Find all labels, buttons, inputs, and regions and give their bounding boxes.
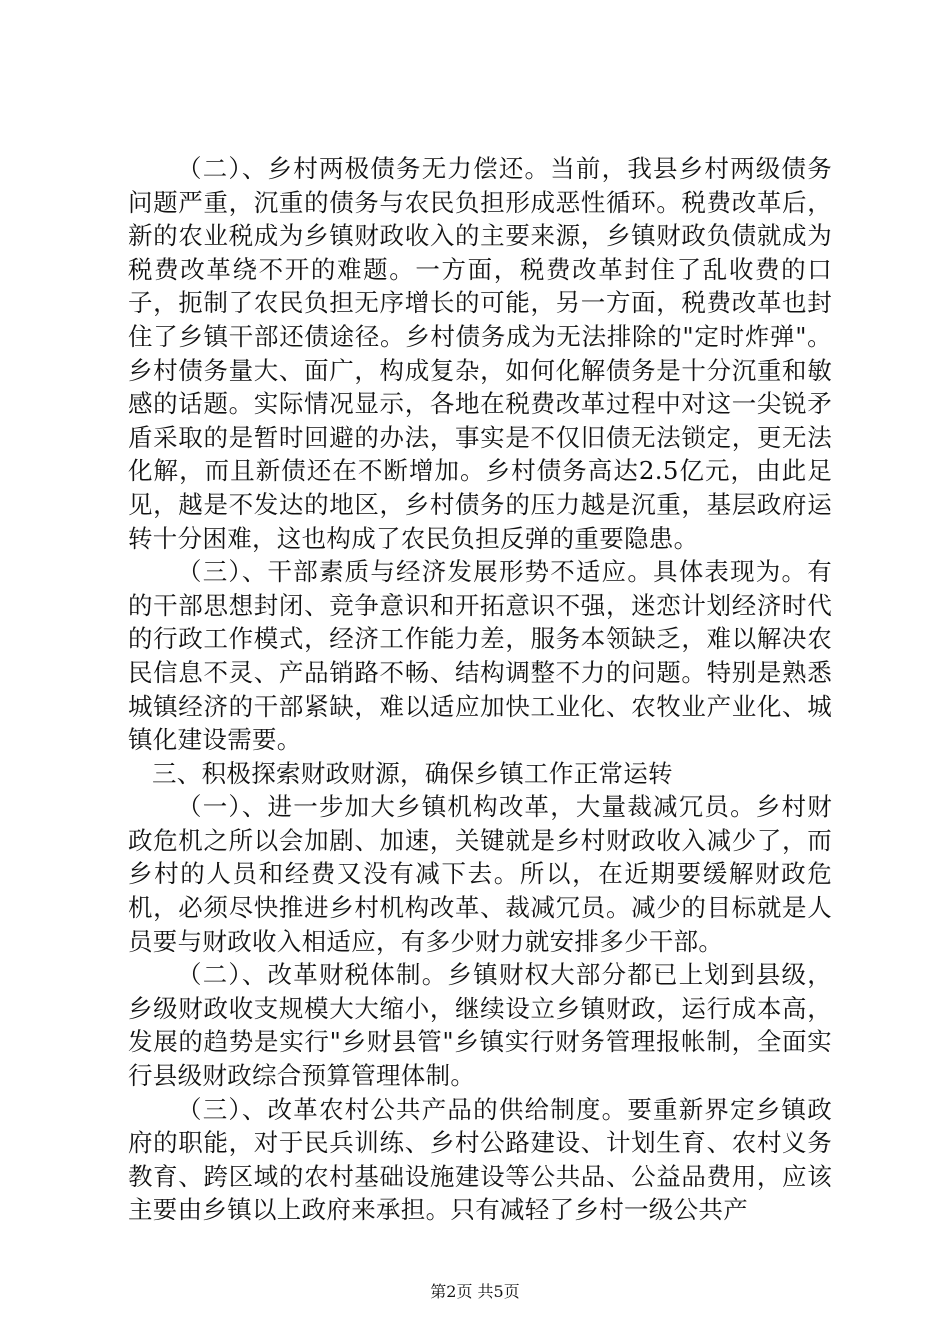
paragraph-rural-debt: （二）、乡村两极债务无力偿还。当前，我县乡村两级债务问题严重，沉重的债务与农民负担形成恶性循环。税费改革后，新的农业税成为乡镇财政收入的主要来源，乡镇财政负债就成为税费改革绕不开的难题。一方面，税费改革封住了乱收费的口子，扼制了农民负担无序增长的可能，另一方面，税费改革也封住了乡镇干部还债途径。乡村债务成为无法排除的"定时炸弹"。乡村债务量大、面广，构成复杂，如何化解债务是十分沉重和敏感的话题。实际情况显示，各地在税费改革过程中对这一尖锐矛盾采取的是暂时回避的办法，事实是不仅旧债无法锁定，更无法化解，而且新债还在不断增加。乡村债务高达2.5亿元，由此足见，越是不发达的地区，乡村债务的压力越是沉重，基层政府运转十分困难，这也构成了农民负担反弹的重要隐患。 [128, 154, 832, 553]
paragraph-cadre-quality: （三）、干部素质与经济发展形势不适应。具体表现为。有的干部思想封闭、竞争意识和开拓意识不强，迷恋计划经济时代的行政工作模式，经济工作能力差，服务本领缺乏，难以解决农民信息不灵、产品销路不畅、结构调整不力的问题。特别是熟悉城镇经济的干部紧缺，难以适应加快工业化、农牧业产业化、城镇化建设需要。 [128, 557, 832, 755]
section-heading-finance: 三、积极探索财政财源，确保乡镇工作正常运转 [152, 758, 673, 788]
paragraph-institutional-reform: （一）、进一步加大乡镇机构改革，大量裁减冗员。乡村财政危机之所以会加剧、加速，关键就是乡村财政收入减少了，而乡村的人员和经费又没有减下去。所以，在近期要缓解财政危机，必须尽快推进乡村机构改革、裁减冗员。减少的目标就是人员要与财政收入相适应，有多少财力就安排多少干部。 [128, 792, 832, 956]
page-number-footer: 第2页 共5页 [430, 1282, 520, 1301]
document-body [128, 152, 832, 1227]
paragraph-tax-reform: （二）、改革财税体制。乡镇财权大部分都已上划到县级，乡级财政收支规模大大缩小，继续设立乡镇财政，运行成本高，发展的趋势是实行"乡财县管"乡镇实行财务管理报帐制，全面实行县级财政综合预算管理体制。 [128, 960, 832, 1091]
paragraph-public-goods: （三）、改革农村公共产品的供给制度。要重新界定乡镇政府的职能，对于民兵训练、乡村公路建设、计划生育、农村义务教育、跨区域的农村基础设施建设等公共品、公益品费用，应该主要由乡镇以上政府来承担。只有减轻了乡村一级公共产 [128, 1094, 832, 1225]
